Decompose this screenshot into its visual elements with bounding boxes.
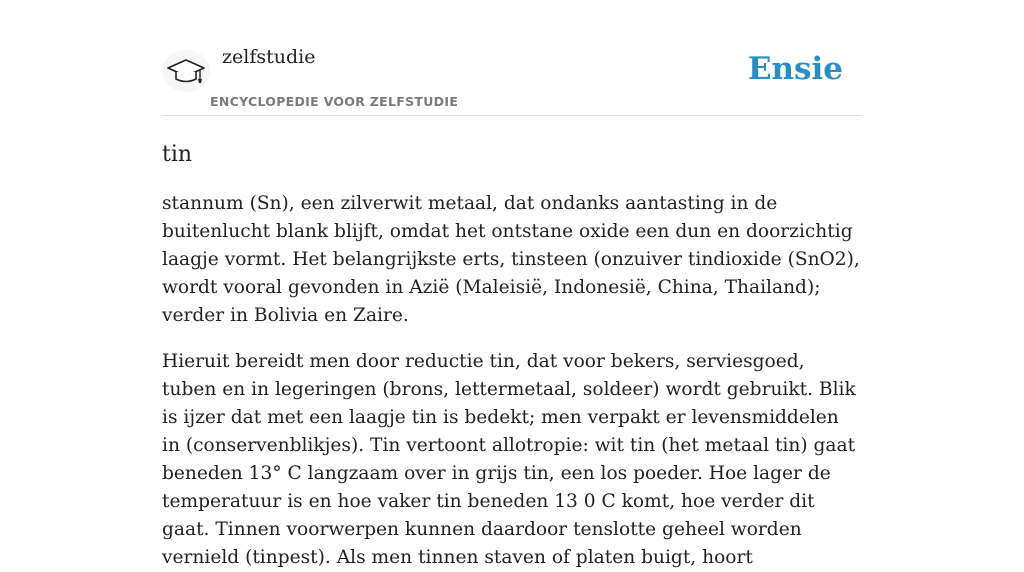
brand-logo[interactable]: Ensie bbox=[747, 51, 843, 87]
site-name[interactable]: zelfstudie bbox=[222, 46, 316, 68]
site-logo[interactable] bbox=[162, 50, 210, 92]
page bbox=[162, 0, 862, 572]
article-title: tin bbox=[162, 142, 193, 167]
article-paragraph-2: Hieruit bereidt men door reductie tin, dat voor bekers, serviesgoed, tuben en in legeringen (brons, lettermetaal, soldeer) wordt gebruikt. Blik is ijzer dat met een laagje tin is bedekt; men verpakt er levensmiddelen in (conservenblikjes). Tin vertoont allotropie: wit tin (het metaal tin) gaat beneden 13° C langzaam over in grijs tin, een los poeder. Hoe lager de temperatuur is en hoe vaker tin beneden 13 0 C komt, hoe verder dit gaat. Tinnen voorwerpen kunnen daardoor tenslotte geheel worden vernield (tinpest). Als men tinnen staven of platen buigt, hoort bbox=[162, 351, 856, 568]
site-header bbox=[162, 0, 862, 116]
graduation-cap-icon bbox=[167, 58, 205, 86]
article-paragraph-1: stannum (Sn), een zilverwit metaal, dat ondanks aantasting in de buitenlucht blank blijft, omdat het ontstane oxide een dun en doorzichtig laagje vormt. Het belangrijkste erts, tinsteen (onzuiver tindioxide (SnO2), wordt vooral gevonden in Azië (Maleisië, Indonesië, China, Thailand); verder in Bolivia en Zaire. bbox=[162, 193, 860, 326]
site-tagline: ENCYCLOPEDIE VOOR ZELFSTUDIE bbox=[210, 94, 459, 109]
